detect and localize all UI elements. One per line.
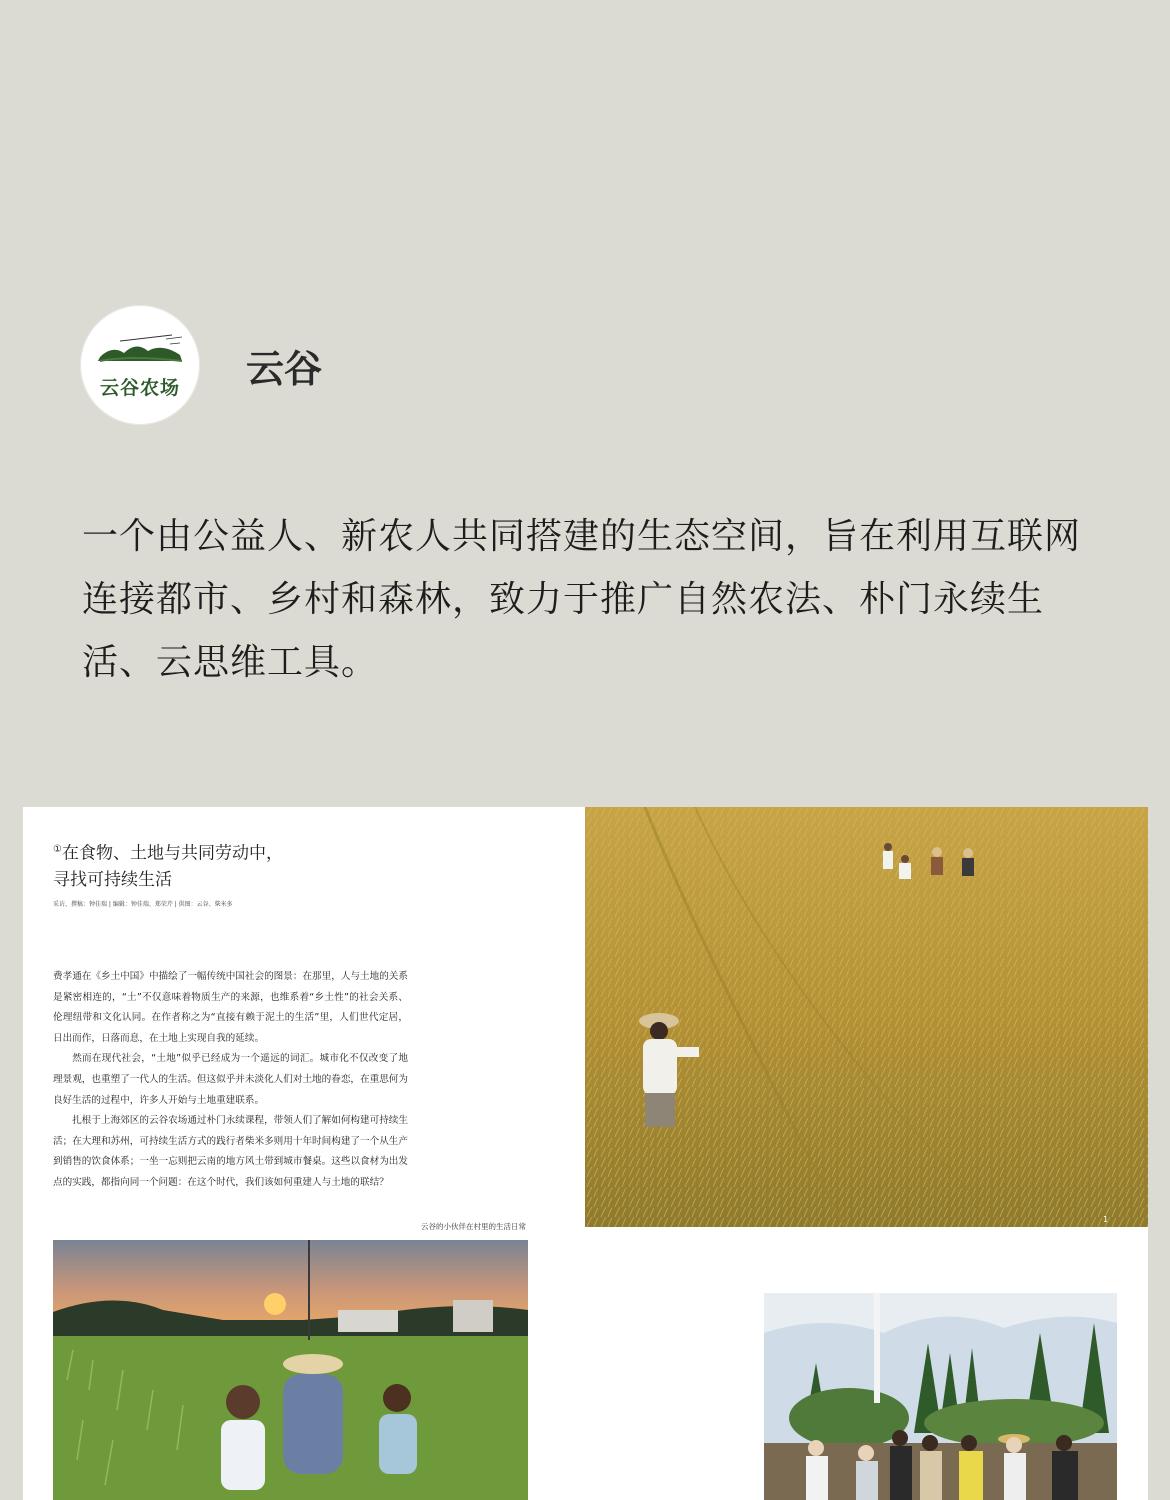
mountain-logo-icon xyxy=(90,331,190,371)
paragraph: 然而在现代社会，“土地”似乎已经成为一个遥远的词汇。城市化不仅改变了地理景观，也重塑了一代人的生活。但这似乎并未淡化人们对土地的眷恋，在重思何为良好生活的过程中，许多人开始与土地重建联系。 xyxy=(53,1053,408,1106)
photo-caption: 云谷的小伙伴在村里的生活日常 xyxy=(421,1222,526,1231)
title-line-1: 在食物、土地与共同劳动中， xyxy=(61,843,283,864)
sunset-field-photo xyxy=(53,1240,528,1500)
account-name[interactable]: 云谷 xyxy=(246,346,323,391)
logo-text: 云谷农场 xyxy=(99,376,180,399)
page-number: 1 xyxy=(1103,1215,1109,1224)
article-body xyxy=(53,967,408,1194)
paragraph: 扎根于上海郊区的云谷农场通过朴门永续课程，带领人们了解如何构建可持续生活；在大理和苏州，可持续生活方式的践行者柴米多则用十年时间构建了一个从生产到销售的饮食体系；一坐一忘则把云南的地方风土带到城市餐桌。这些以食材为出发点的实践，都指向同一个问题：在这个时代，我们该如何重建人与土地的联结？ xyxy=(53,1115,408,1188)
account-description: 一个由公益人、新农人共同搭建的生态空间，旨在利用互联网连接都市、乡村和森林，致力于推广自然农法、朴门永续生活、云思维工具。 xyxy=(82,516,1082,683)
group-photo xyxy=(764,1293,1117,1500)
rice-field-photo xyxy=(585,807,1148,1227)
paragraph: 费孝通在《乡土中国》中描绘了一幅传统中国社会的图景：在那里，人与土地的关系是紧密相连的，“土”不仅意味着物质生产的来源，也维系着“乡土性”的社会关系、伦理纽带和文化认同。在作者称之为“直接有赖于泥土的生活”里，人们世代定居，日出而作，日落而息，在土地上实现自我的延续。 xyxy=(53,971,408,1044)
title-line-2: 寻找可持续生活 xyxy=(53,869,172,890)
article-number: ① xyxy=(53,844,62,855)
article-title xyxy=(53,837,283,893)
farm-logo[interactable] xyxy=(80,305,200,425)
account-header xyxy=(80,305,322,425)
magazine-spread[interactable] xyxy=(23,807,1148,1500)
article-credits: 采访、撰稿：钟佳瑞 | 编辑：钟佳瑞、郑荣芹 | 供图：云谷、柴米多 xyxy=(53,901,233,908)
